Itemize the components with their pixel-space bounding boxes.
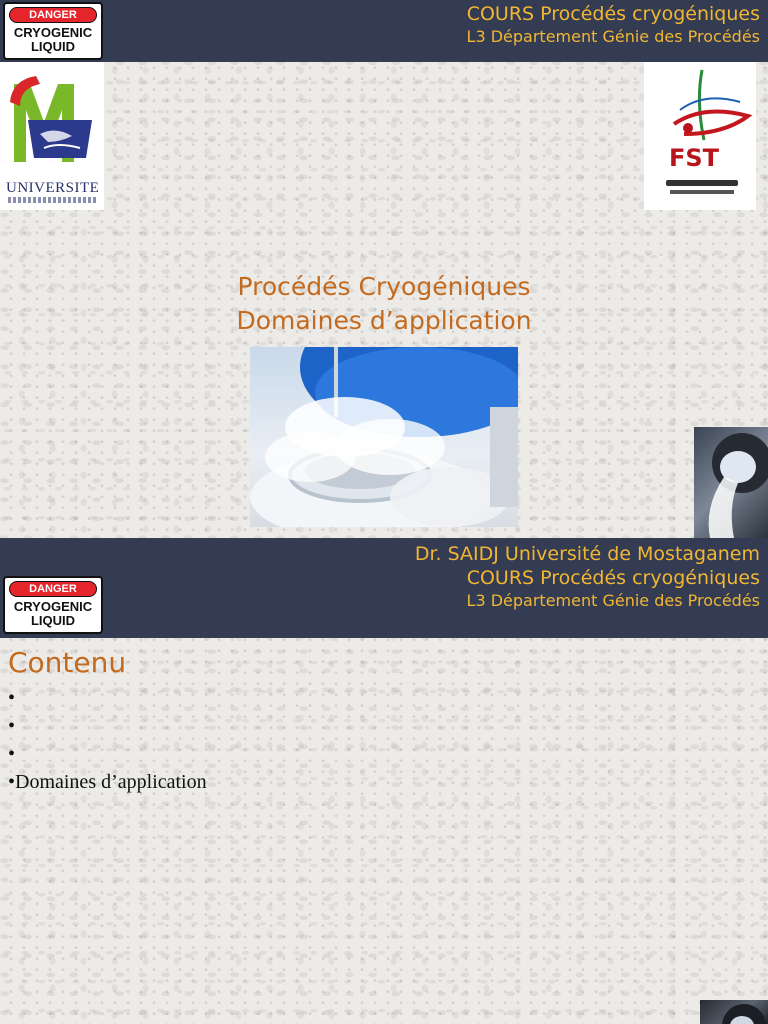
header-text bbox=[415, 544, 760, 610]
danger-line-1: CRYOGENIC bbox=[13, 599, 93, 614]
danger-line-2: LIQUID bbox=[30, 613, 76, 628]
header-course-title: COURS Procédés cryogéniques bbox=[466, 3, 760, 25]
university-logo-text: UNIVERSITE bbox=[6, 180, 100, 196]
header-text bbox=[467, 4, 760, 46]
bullet-item: • bbox=[8, 687, 16, 709]
content-title: Contenu bbox=[8, 646, 127, 679]
dewar-pouring-photo-partial bbox=[700, 1000, 768, 1024]
bullet-item: • bbox=[8, 715, 16, 737]
danger-line-2: LIQUID bbox=[30, 39, 76, 54]
liquid-nitrogen-dewar-image bbox=[250, 347, 518, 527]
danger-label: DANGER bbox=[9, 581, 97, 597]
content-bullet-list bbox=[8, 684, 207, 796]
danger-cryogenic-sign bbox=[3, 576, 103, 634]
university-logo-mark-icon bbox=[0, 62, 104, 180]
slide-title bbox=[0, 270, 768, 338]
fst-logo-text: FST bbox=[669, 144, 720, 172]
danger-body bbox=[5, 26, 101, 54]
university-logo-subtitle bbox=[8, 197, 96, 203]
header-author: Dr. SAIDJ Université de Mostaganem bbox=[414, 543, 760, 565]
bullet-item: • bbox=[8, 743, 16, 765]
cryogenic-photo bbox=[250, 347, 518, 527]
header-bar bbox=[0, 0, 768, 62]
bullet-item: •Domaines d’application bbox=[8, 771, 207, 793]
danger-line-1: CRYOGENIC bbox=[13, 25, 93, 40]
header-department: L3 Département Génie des Procédés bbox=[466, 26, 760, 46]
title-line-1: Procédés Cryogéniques bbox=[237, 272, 531, 301]
university-logo bbox=[0, 62, 104, 210]
cryogenic-pour-image bbox=[694, 427, 768, 538]
fst-arabic-text bbox=[666, 180, 738, 186]
header-course-title: COURS Procédés cryogéniques bbox=[466, 566, 760, 589]
header-department: L3 Département Génie des Procédés bbox=[466, 590, 760, 610]
danger-label: DANGER bbox=[9, 7, 97, 23]
header-bar bbox=[0, 538, 768, 638]
danger-cryogenic-sign bbox=[3, 2, 103, 60]
title-line-2: Domaines d’application bbox=[236, 306, 532, 335]
slide-2 bbox=[0, 538, 768, 1024]
danger-body bbox=[5, 600, 101, 628]
fst-logo bbox=[644, 62, 756, 210]
dewar-pouring-photo bbox=[694, 427, 768, 538]
cryogenic-pour-image bbox=[700, 1000, 768, 1024]
fst-atom-icon bbox=[644, 62, 756, 146]
fst-arabic-subtext bbox=[670, 190, 734, 194]
